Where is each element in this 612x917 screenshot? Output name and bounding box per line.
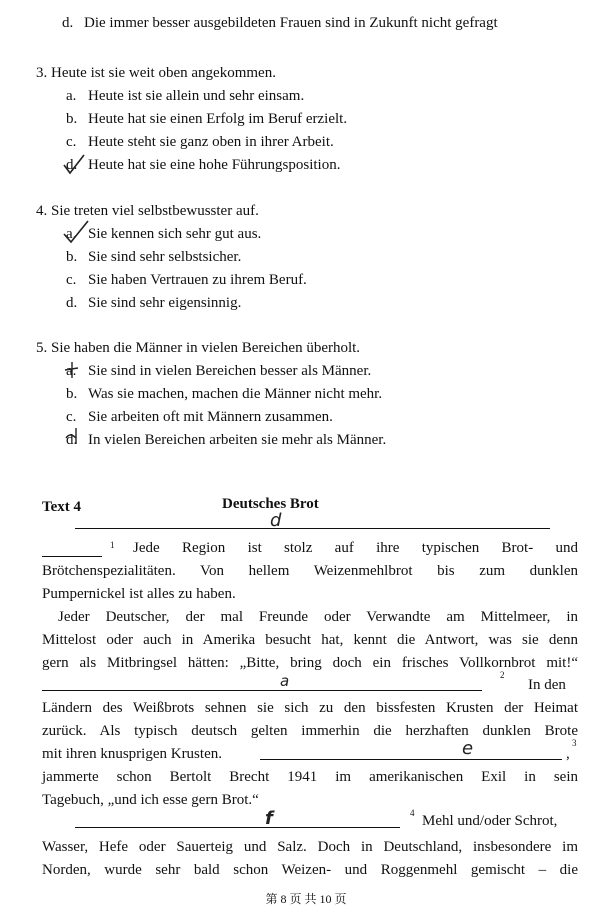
paragraph-line: Pumpernickel ist alles zu haben. (42, 586, 236, 602)
comma-text: , (566, 746, 570, 762)
q3-option-b (66, 110, 347, 128)
option-letter: a. (66, 363, 77, 379)
q4-option-c (66, 271, 307, 289)
option-letter: a. (66, 226, 77, 242)
text-label: Text 4 (42, 499, 82, 515)
paragraph-line: Ländern des Weißbrots sehnen sie sich zu den bissfesten Krusten der Heimat (42, 700, 578, 716)
blank-3-number: 3 (572, 738, 577, 748)
option-letter: b. (66, 249, 78, 265)
option-text: Heute ist sie allein und sehr einsam. (88, 88, 305, 104)
paragraph-line: Jeder Deutscher, der mal Freunde oder Verwandte am Mittelmeer, in (58, 609, 578, 625)
q2-option-d (62, 14, 498, 32)
handwritten-answer: a (280, 672, 290, 690)
q4-option-b (66, 248, 241, 266)
option-letter: c. (66, 134, 77, 150)
q3-stem: 3. Heute ist sie weit oben angekommen. (36, 65, 276, 81)
option-letter: d. (66, 432, 78, 448)
blank-2-number: 2 (500, 670, 505, 680)
pen-mark-icon (62, 426, 82, 448)
text-title: Deutsches Brot (222, 496, 319, 512)
q5-option-c (66, 408, 333, 426)
handwritten-answer: f (265, 808, 273, 829)
handwritten-answer: e (462, 738, 474, 759)
paragraph-line: Wasser, Hefe oder Sauerteig und Salz. Doch in Deutschland, insbesondere im (42, 839, 578, 855)
check-mark-icon (60, 151, 90, 177)
option-text: Heute hat sie eine hohe Führungsposition. (88, 157, 341, 173)
blank-4-number: 4 (410, 808, 415, 818)
paragraph-line: Brötchenspezialitäten. Von hellem Weizenmehlbrot bis zum dunklen (42, 563, 578, 579)
option-text: Sie sind in vielen Bereichen besser als Männer. (88, 363, 372, 379)
paragraph-line: zurück. Als typisch deutsch gelten immerhin die herzhaften dunklen Brote (42, 723, 578, 739)
q5-stem: 5. Sie haben die Männer in vielen Bereichen überholt. (36, 340, 361, 356)
paragraph-line: mit ihren knusprigen Krusten. (42, 746, 222, 762)
paragraph-line: Mehl und/oder Schrot, (422, 813, 558, 829)
paragraph-line: jammerte schon Bertolt Brecht 1941 im amerikanischen Exil in sein (42, 769, 578, 785)
option-text: Sie haben Vertrauen zu ihrem Beruf. (88, 272, 307, 288)
blank-4-line (75, 827, 400, 828)
blank-1-line (42, 556, 102, 557)
blank-3-line (260, 759, 562, 760)
paragraph-line: In den (528, 677, 566, 693)
check-mark-icon (60, 218, 92, 246)
blank-2-line (42, 690, 482, 691)
q3-option-c (66, 133, 334, 151)
option-text: Was sie machen, machen die Männer nicht mehr. (88, 386, 383, 402)
paragraph-line: Jede Region ist stolz auf ihre typischen Brot- und (133, 540, 578, 556)
q5-option-d (66, 431, 386, 449)
option-letter: c. (66, 409, 77, 425)
option-letter: b. (66, 386, 78, 402)
q5-option-b (66, 385, 382, 403)
option-text: Sie sind sehr selbstsicher. (88, 249, 242, 265)
q4-option-d (66, 294, 241, 312)
pen-mark-icon (62, 358, 82, 380)
option-text: Heute hat sie einen Erfolg im Beruf erzielt. (88, 111, 348, 127)
option-text: In vielen Bereichen arbeiten sie mehr als Männer. (88, 432, 387, 448)
option-text: Sie sind sehr eigensinnig. (88, 295, 242, 311)
handwritten-answer: d (270, 510, 282, 531)
title-answer-line (75, 528, 550, 529)
option-letter: d. (66, 295, 78, 311)
option-letter: d. (62, 15, 74, 31)
option-text: Sie kennen sich sehr gut aus. (88, 226, 262, 242)
paragraph-line: Norden, wurde sehr bald schon Weizen- und Roggenmehl gemischt – die (42, 862, 578, 878)
option-letter: d. (66, 157, 78, 173)
q3-option-d (66, 156, 340, 174)
q5-option-a (66, 362, 371, 380)
paragraph-line: Tagebuch, „und ich esse gern Brot.“ (42, 792, 259, 808)
paragraph-line: Mittelost oder auch in Amerika besucht hat, kennt die Antwort, was sie denn (42, 632, 578, 648)
option-text: Die immer besser ausgebildeten Frauen sind in Zukunft nicht gefragt (84, 15, 498, 31)
option-letter: c. (66, 272, 77, 288)
paragraph-line: gern als Mitbringsel hätten: „Bitte, bring doch ein frisches Vollkornbrot mit!“ (42, 655, 578, 671)
option-letter: b. (66, 111, 78, 127)
q4-stem: 4. Sie treten viel selbstbewusster auf. (36, 203, 259, 219)
option-letter: a. (66, 88, 77, 104)
q4-option-a (66, 225, 261, 243)
q3-option-a (66, 87, 304, 105)
page-footer: 第 8 页 共 10 页 (265, 892, 347, 906)
option-text: Sie arbeiten oft mit Männern zusammen. (88, 409, 333, 425)
option-text: Heute steht sie ganz oben in ihrer Arbeit. (88, 134, 334, 150)
blank-1-number: 1 (110, 540, 115, 550)
